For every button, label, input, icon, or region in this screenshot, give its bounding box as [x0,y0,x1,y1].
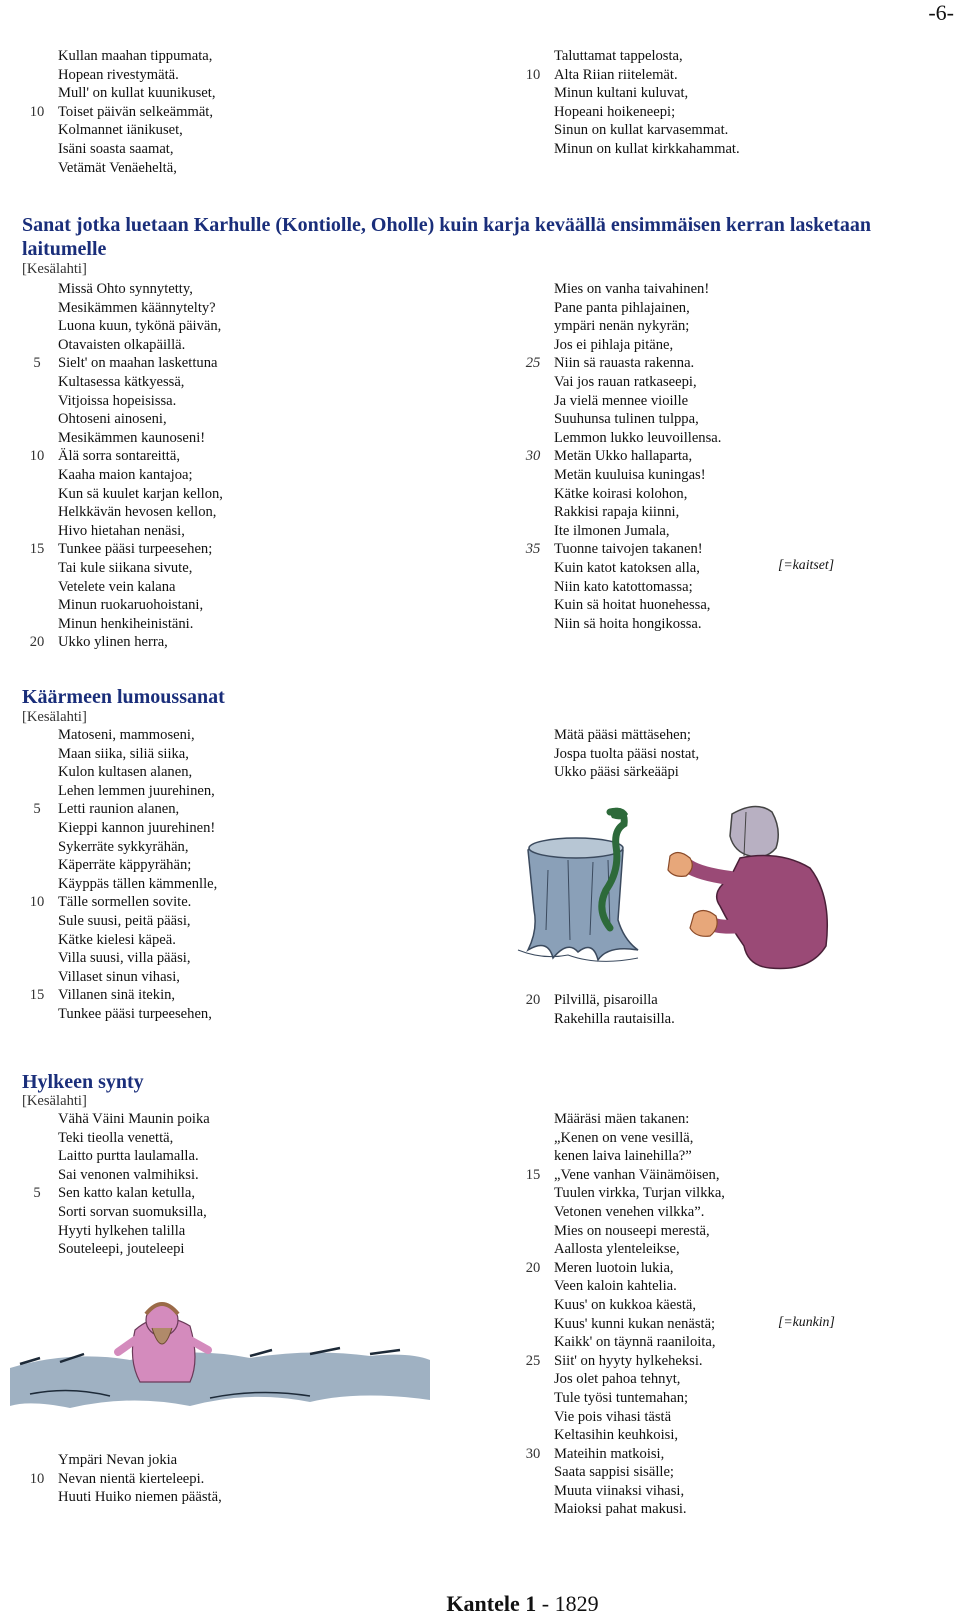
line-text: Minun ruokaruohoistani, [58,597,204,614]
poem-line [29,893,217,912]
line-text: Lemmon lukko leuvoillensa. [554,429,722,446]
poem-left-section2 [29,726,218,1024]
poem-line [554,615,721,634]
section-heading-kaarme: Käärmeen lumoussanat [22,686,225,708]
line-text: Kuin sä hoitat huonehessa, [554,597,711,614]
line-number: 10 [29,103,45,120]
poem-left-section3-top [33,1110,210,1259]
heading-line: Sanat jotka luetaan Karhulle (Kontiolle, Oholle) kuin karja keväällä ensimmäisen kerran lasketaan [22,214,871,236]
poem-line [554,745,699,764]
line-text: Vitjoissa hopeisissa. [58,392,177,409]
poem-line [58,819,217,838]
poem-line [554,1370,725,1389]
line-text: Kultasessa kätkyessä, [58,373,185,390]
snake-stump-icon [498,800,658,970]
poem-line [58,745,217,764]
poem-line [554,1277,725,1296]
line-text: Mateihin matkoisi, [554,1445,665,1462]
poem-line [58,931,217,950]
line-number: 5 [33,355,41,372]
line-text: Vähä Väini Maunin poika [58,1111,210,1127]
poem-line [554,410,721,429]
line-number: 30 [525,448,541,465]
poem-line [29,447,223,466]
poem-line [554,1222,725,1241]
poem-line [554,121,740,140]
poem-line [58,578,223,597]
line-text: Huuti Huiko niemen päästä, [58,1489,222,1506]
poem-right-section3 [525,1110,725,1519]
line-text: Mies on vanha taivahinen! [554,281,710,297]
line-text: Minun henkiheinistäni. [58,615,194,632]
poem-line [525,1259,725,1278]
poem-line [58,1129,210,1148]
poem-line [58,429,223,448]
poem-line [554,317,721,336]
line-text: Mätä pääsi mättäsehen; [554,727,691,743]
line-text: Ukko pääsi särkeääpi [554,764,679,781]
line-text: Tuulen virkka, Turjan vilkka, [554,1185,725,1202]
poem-line [525,540,721,559]
line-text: Sen katto kalan ketulla, [58,1185,195,1202]
poem-right-section2-top [554,726,699,782]
poem-line [29,103,215,122]
line-text: Sykerräte sykkyrähän, [58,838,189,855]
poem-line [58,912,217,931]
line-text: Alta Riian riitelemät. [554,66,678,83]
poem-left-section0 [29,47,216,177]
line-text: Ympäri Nevan jokia [58,1452,178,1468]
line-text: Tule työsi tuntemahan; [554,1389,689,1406]
line-text: Otavaisten olkapäillä. [58,336,186,353]
line-text: Saata sappisi sisälle; [554,1464,674,1481]
line-text: Helkkävän hevosen kellon, [58,504,217,521]
poem-line [554,392,721,411]
poem-line [58,317,223,336]
line-number: 10 [29,448,45,465]
line-text: Minun kultani kuluvat, [554,85,689,102]
poem-line [554,140,740,159]
line-text: Suuhunsa tulinen tulppa, [554,411,699,428]
line-text: Villanen sinä itekin, [58,987,176,1004]
line-text: Niin sä rauasta rakenna. [554,355,695,372]
line-number: 15 [29,987,45,1004]
line-text: Sai venonen valmihiksi. [58,1166,199,1183]
poem-line [554,1333,725,1352]
line-text: Sorti sorvan suomuksilla, [58,1203,207,1220]
line-text: Vai jos rauan ratkaseepi, [554,373,697,390]
line-text: Villaset sinun vihasi, [58,968,180,985]
poem-line [525,1445,725,1464]
poem-line [525,66,740,85]
line-number: 30 [525,1445,541,1462]
poem-line [58,392,223,411]
line-text: Letti raunion alanen, [58,801,180,818]
poem-line [58,47,215,66]
poem-line [554,373,721,392]
line-text: Pane panta pihlajainen, [554,299,690,316]
poem-line [58,503,223,522]
line-text: Ohtoseni ainoseni, [58,411,167,428]
source-label: [Kesälahti] [22,1093,87,1109]
poem-line [554,522,721,541]
line-text: Kullan maahan tippumata, [58,48,213,64]
poem-line [58,299,223,318]
source-label: [Kesälahti] [22,709,87,725]
line-text: Rakkisi rapaja kiinni, [554,504,680,521]
poem-line [58,485,223,504]
line-text: Mesikämmen käännytelty? [58,299,216,316]
section-heading-hylje: Hylkeen synty [22,1071,144,1093]
poem-line [554,1500,725,1519]
line-text: Ite ilmonen Jumala, [554,522,670,539]
poem-line [554,485,721,504]
line-text: Sule suusi, peitä pääsi, [58,912,191,929]
line-number: 5 [33,801,41,818]
line-text: Luona kuun, tykönä päivän, [58,318,222,335]
poem-line [58,410,223,429]
poem-line [29,540,223,559]
line-number: 10 [29,894,45,911]
line-text: „Kenen on vene vesillä, [554,1129,694,1146]
line-text: Kätke koirasi kolohon, [554,485,688,502]
poem-line [58,373,223,392]
line-text: Souteleepi, jouteleepi [58,1241,185,1258]
line-text: Älä sorra sontareittä, [58,448,180,465]
poem-line [525,1352,725,1371]
line-text: Mesikämmen kaunoseni! [58,429,206,446]
poem-line [58,1166,210,1185]
line-text: Ukko ylinen herra, [58,634,168,651]
line-text: Nevan nientä kierteleepi. [58,1470,205,1487]
poem-line [554,1184,725,1203]
poem-line [554,1240,725,1259]
line-number: 10 [525,66,541,83]
line-text: Kuus' kunni kukan nenästä; [554,1315,716,1332]
line-number: 15 [525,1166,541,1183]
line-text: Lehen lemmen juurehinen, [58,782,215,799]
poem-left-section1 [29,280,223,652]
line-text: Vetonen venehen vilkka”. [554,1203,705,1220]
line-text: Kätke kielesi käpeä. [58,931,176,948]
poem-line [554,1296,725,1315]
page-number: -6- [928,0,954,25]
poem-line [554,1129,725,1148]
line-text: Hivo hietahan nenäsi, [58,522,185,539]
poem-line [58,782,217,801]
poem-line [58,1203,210,1222]
section-heading-karhu [22,213,871,261]
poem-line [58,522,223,541]
line-text: Keltasihin keuhkoisi, [554,1427,679,1444]
footer-separator: - [536,1591,555,1616]
poem-line [58,838,217,857]
line-text: Kieppi kannon juurehinen! [58,819,216,836]
gloss-note: [=kaitset] [778,557,835,572]
poem-line [554,763,699,782]
line-text: Kulon kultasen alanen, [58,764,193,781]
poem-line [33,354,223,373]
line-text: Niin kato katottomassa; [554,578,693,595]
line-number: 20 [29,634,45,651]
line-text: Kuin katot katoksen alla, [554,559,700,576]
poem-line [58,763,217,782]
line-text: Jos olet pahoa tehnyt, [554,1371,681,1388]
poem-line [554,84,740,103]
poem-line [58,1110,210,1129]
poem-line [554,466,721,485]
poem-line [554,596,721,615]
line-text: Jospa tuolta pääsi nostat, [554,745,700,762]
line-text: Sinun on kullat karvasemmat. [554,122,729,139]
poem-line [554,1203,725,1222]
line-text: Hopean rivestymätä. [58,66,179,83]
poem-line [554,1426,725,1445]
line-text: Matoseni, mammoseni, [58,727,195,743]
line-text: Laitto purtta laulamalla. [58,1148,199,1165]
line-text: Pilvillä, pisaroilla [554,992,658,1008]
line-text: Jos ei pihlaja pitäne, [554,336,674,353]
line-number: 25 [525,1352,541,1369]
line-number: 15 [29,541,45,558]
poem-line [554,1147,725,1166]
poem-line [554,559,721,578]
line-text: Villa suusi, villa pääsi, [58,950,191,967]
poem-line [554,299,721,318]
source-label: [Kesälahti] [22,261,87,277]
poem-line [58,140,215,159]
poem-right-section0 [525,47,740,159]
poem-line [58,1147,210,1166]
line-text: kenen laiva lainehilla?” [554,1148,692,1165]
gloss-note: [=kunkin] [778,1314,835,1329]
poem-line [525,354,721,373]
poem-line [554,1482,725,1501]
poem-line [525,447,721,466]
poem-line [554,1010,675,1029]
line-text: Vetämät Venäeheltä, [58,159,177,176]
line-text: Niin sä hoita hongikossa. [554,615,702,632]
poem-line [58,949,217,968]
line-text: Vetelete vein kalana [58,578,176,595]
poem-line [58,336,223,355]
line-text: Tälle sormellen sovite. [58,894,192,911]
line-text: Tunkee pääsi turpeesehen; [58,541,213,558]
line-text: Kaaha maion kantajoa; [58,466,193,483]
poem-line [525,991,675,1010]
poem-line [554,1389,725,1408]
line-text: „Vene vanhan Väinämöisen, [554,1166,720,1183]
line-text: Siit' on hyyty hylkeheksi. [554,1352,703,1369]
poem-line [554,1408,725,1427]
poem-line [554,726,699,745]
poem-line [554,1463,725,1482]
line-text: Veen kaloin kahtelia. [554,1278,677,1295]
poem-line [554,503,721,522]
poem-line [29,986,217,1005]
line-text: Meren luotoin lukia, [554,1259,674,1276]
poem-line [554,280,721,299]
poem-line [58,84,215,103]
line-text: Taluttamat tappelosta, [554,48,683,64]
line-text: Maan siika, siliä siika, [58,745,189,762]
line-text: Vie pois vihasi tästä [554,1408,672,1425]
line-text: Mies on nouseepi merestä, [554,1222,710,1239]
poem-line [58,1005,217,1024]
poem-line [58,726,217,745]
poem-line [58,1488,222,1507]
line-text: Kaikk' on täynnä raaniloita, [554,1334,716,1351]
line-number: 5 [33,1185,41,1202]
man-gesturing-icon [660,796,840,976]
poem-left-section3-bottom [29,1451,222,1507]
heading-line: laitumelle [22,238,107,260]
line-text: Missä Ohto synnytetty, [58,281,193,297]
poem-line [554,103,740,122]
line-text: Maioksi pahat makusi. [554,1501,687,1518]
line-text: Tuonne taivojen takanen! [554,541,703,558]
line-text: Tai kule siikana sivute, [58,559,193,576]
line-text: Isäni soasta saamat, [58,140,174,157]
poem-line [554,578,721,597]
line-text: Kuus' on kukkoa käestä, [554,1296,697,1313]
line-number: 25 [525,355,541,372]
man-in-water-icon [10,1290,430,1440]
line-text: Aallosta ylenteleikse, [554,1241,680,1258]
poem-line [58,66,215,85]
line-text: Teki tieolla venettä, [58,1129,174,1146]
line-text: Metän kuuluisa kuningas! [554,466,706,483]
poem-line [58,559,223,578]
line-text: Rakehilla rautaisilla. [554,1010,675,1027]
poem-right-section1 [525,280,722,633]
line-text: Hyyti hylkehen talilla [58,1222,186,1239]
poem-line [554,1315,725,1334]
poem-line [554,336,721,355]
poem-line [554,1110,725,1129]
line-text: Määräsi mäen takanen: [554,1111,690,1127]
poem-line [58,1222,210,1241]
line-text: Sielt' on maahan laskettuna [58,355,218,372]
poem-line [58,1240,210,1259]
line-number: 20 [525,992,541,1008]
poem-line [554,429,721,448]
poem-right-section2-bottom [525,991,675,1028]
poem-line [58,121,215,140]
poem-line [29,633,223,652]
poem-line [33,800,217,819]
line-text: Kun sä kuulet karjan kellon, [58,485,223,502]
poem-line [29,1470,222,1489]
poem-line [554,47,740,66]
line-text: Käyppäs tällen kämmenlle, [58,875,218,892]
poem-line [33,1184,210,1203]
poem-line [58,968,217,987]
line-text: Hopeani hoikeneepi; [554,103,676,120]
line-number: 10 [29,1470,45,1487]
line-text: Mull' on kullat kuunikuset, [58,85,216,102]
poem-line [58,280,223,299]
poem-line [58,596,223,615]
line-text: Muuta viinaksi vihasi, [554,1482,685,1499]
poem-line [525,1166,725,1185]
page-footer [0,1591,960,1617]
line-text: ympäri nenän nykyrän; [554,318,690,335]
line-text: Käperräte käppyrähän; [58,857,192,874]
poem-line [58,159,215,178]
line-text: Tunkee pääsi turpeesehen, [58,1005,212,1022]
poem-line [58,856,217,875]
line-text: Minun on kullat kirkkahammat. [554,140,740,157]
line-text: Metän Ukko hallaparta, [554,448,693,465]
footer-year: 1829 [554,1591,599,1616]
poem-line [58,1451,222,1470]
poem-line [58,615,223,634]
poem-line [58,875,217,894]
line-number: 35 [525,541,541,558]
line-number: 20 [525,1259,541,1276]
line-text: Kolmannet iänikuset, [58,122,183,139]
line-text: Ja vielä mennee vioille [554,392,689,409]
line-text: Toiset päivän selkeämmät, [58,103,214,120]
poem-line [58,466,223,485]
footer-title: Kantele 1 [446,1591,537,1616]
